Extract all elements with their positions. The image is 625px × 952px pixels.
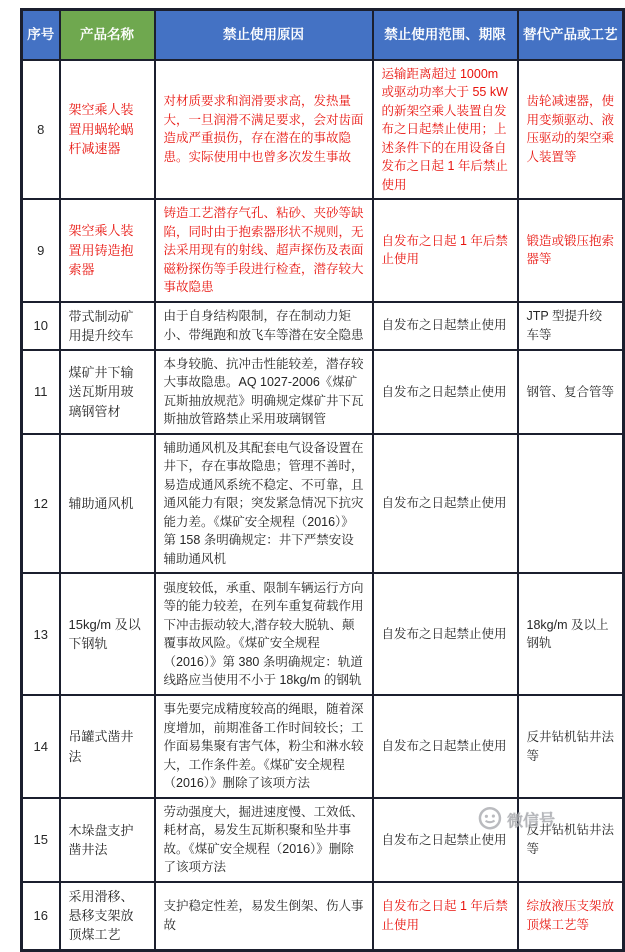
header-no: 序号 — [22, 10, 60, 60]
header-row — [22, 10, 624, 60]
header-alt: 替代产品或工艺 — [518, 10, 624, 60]
scope-cell: 运输距离超过 1000m 或驱动功率大于 55 kW 的新架空乘人装置自发布之日起禁止使用；上述条件下的在用设备自发布之日起 1 年后禁止使用 — [373, 60, 518, 200]
table-row — [22, 882, 624, 950]
table-body — [22, 60, 624, 951]
table-row — [22, 199, 624, 302]
row-number-cell: 10 — [22, 302, 60, 350]
reason-cell: 辅助通风机及其配套电气设备设置在井下，存在事故隐患；管理不善时，易造成通风系统不稳定、不可靠，且通风能力有限；突发紧急情况下抗灾能力差。《煤矿安全规程（2016）》第 158 条明确规定：井下严禁安设辅助通风机 — [155, 434, 373, 574]
reason-cell: 铸造工艺潜存气孔、粘砂、夹砂等缺陷，同时由于抱索器形状不规则，无法采用现有的射线、超声探伤及表面磁粉探伤等手段进行检查，潜存较大事故隐患 — [155, 199, 373, 302]
product-name-cell: 吊罐式凿井法 — [60, 695, 155, 798]
alternative-cell: 反井钻机钻井法等 — [518, 798, 624, 882]
alternative-cell: 综放液压支架放顶煤工艺等 — [518, 882, 624, 950]
table-container — [20, 8, 625, 952]
header-name: 产品名称 — [60, 10, 155, 60]
product-name-cell: 架空乘人装置用铸造抱索器 — [60, 199, 155, 302]
alternative-cell — [518, 434, 624, 574]
product-name-cell: 采用滑移、悬移支架放顶煤工艺 — [60, 882, 155, 950]
reason-cell: 支护稳定性差，易发生倒架、伤人事故 — [155, 882, 373, 950]
alternative-cell: 锻造或锻压抱索器等 — [518, 199, 624, 302]
scope-cell: 自发布之日起禁止使用 — [373, 302, 518, 350]
row-number-cell: 12 — [22, 434, 60, 574]
alternative-cell: 钢管、复合管等 — [518, 350, 624, 434]
scope-cell: 自发布之日起禁止使用 — [373, 350, 518, 434]
alternative-cell: 齿轮减速器，使用变频驱动、液压驱动的架空乘人装置等 — [518, 60, 624, 200]
table-row — [22, 434, 624, 574]
table-header — [22, 10, 624, 60]
row-number-cell: 11 — [22, 350, 60, 434]
product-name-cell: 15kg/m 及以下钢轨 — [60, 573, 155, 695]
row-number-cell: 13 — [22, 573, 60, 695]
scope-cell: 自发布之日起禁止使用 — [373, 573, 518, 695]
product-name-cell: 辅助通风机 — [60, 434, 155, 574]
reason-cell: 事先要完成精度较高的绳眼，随着深度增加，前期准备工作时间较长；工作面易集聚有害气体，粉尘和淋水较大，工作条件差。《煤矿安全规程（2016）》删除了该项方法 — [155, 695, 373, 798]
reason-cell: 由于自身结构限制，存在制动力矩小、带绳跑和放飞车等潜在安全隐患 — [155, 302, 373, 350]
table-row — [22, 695, 624, 798]
table-row — [22, 302, 624, 350]
table-row — [22, 60, 624, 200]
table-row — [22, 798, 624, 882]
prohibited-equipment-table — [20, 8, 625, 952]
scope-cell: 自发布之日起禁止使用 — [373, 695, 518, 798]
alternative-cell: 18kg/m 及以上钢轨 — [518, 573, 624, 695]
scope-cell: 自发布之日起 1 年后禁止使用 — [373, 882, 518, 950]
product-name-cell: 木垛盘支护凿井法 — [60, 798, 155, 882]
row-number-cell: 8 — [22, 60, 60, 200]
row-number-cell: 14 — [22, 695, 60, 798]
scope-cell: 自发布之日起禁止使用 — [373, 798, 518, 882]
reason-cell: 本身较脆、抗冲击性能较差，潜存较大事故隐患。AQ 1027-2006《煤矿瓦斯抽放规范》明确规定煤矿井下瓦斯抽放管路禁止采用玻璃钢管 — [155, 350, 373, 434]
header-reason: 禁止使用原因 — [155, 10, 373, 60]
product-name-cell: 架空乘人装置用蜗轮蜗杆减速器 — [60, 60, 155, 200]
watermark-text: 微信号 — [506, 811, 556, 831]
scope-cell: 自发布之日起 1 年后禁止使用 — [373, 199, 518, 302]
reason-cell: 强度较低，承重、限制车辆运行方向等的能力较差，在列车重复荷载作用下冲击振动较大,潜存较大脱轨、颠覆事故风险。《煤矿安全规程（2016）》第 380 条明确规定：轨道线路应当使用不小于 18kg/m 的钢轨 — [155, 573, 373, 695]
alternative-cell: JTP 型提升绞车等 — [518, 302, 624, 350]
product-name-cell: 煤矿井下输送瓦斯用玻璃钢管材 — [60, 350, 155, 434]
row-number-cell: 16 — [22, 882, 60, 950]
header-scope: 禁止使用范围、期限 — [373, 10, 518, 60]
alternative-cell: 反井钻机钻井法等 — [518, 695, 624, 798]
reason-cell: 劳动强度大，掘进速度慢、工效低、耗材高，易发生瓦斯积聚和坠井事故。《煤矿安全规程（2016）》删除了该项方法 — [155, 798, 373, 882]
row-number-cell: 9 — [22, 199, 60, 302]
table-row — [22, 350, 624, 434]
table-row — [22, 573, 624, 695]
row-number-cell: 15 — [22, 798, 60, 882]
scope-cell: 自发布之日起禁止使用 — [373, 434, 518, 574]
reason-cell: 对材质要求和润滑要求高，发热量大，一旦润滑不满足要求，会对齿面造成严重损伤，存在潜在的事故隐患。实际使用中也曾多次发生事故 — [155, 60, 373, 200]
product-name-cell: 带式制动矿用提升绞车 — [60, 302, 155, 350]
